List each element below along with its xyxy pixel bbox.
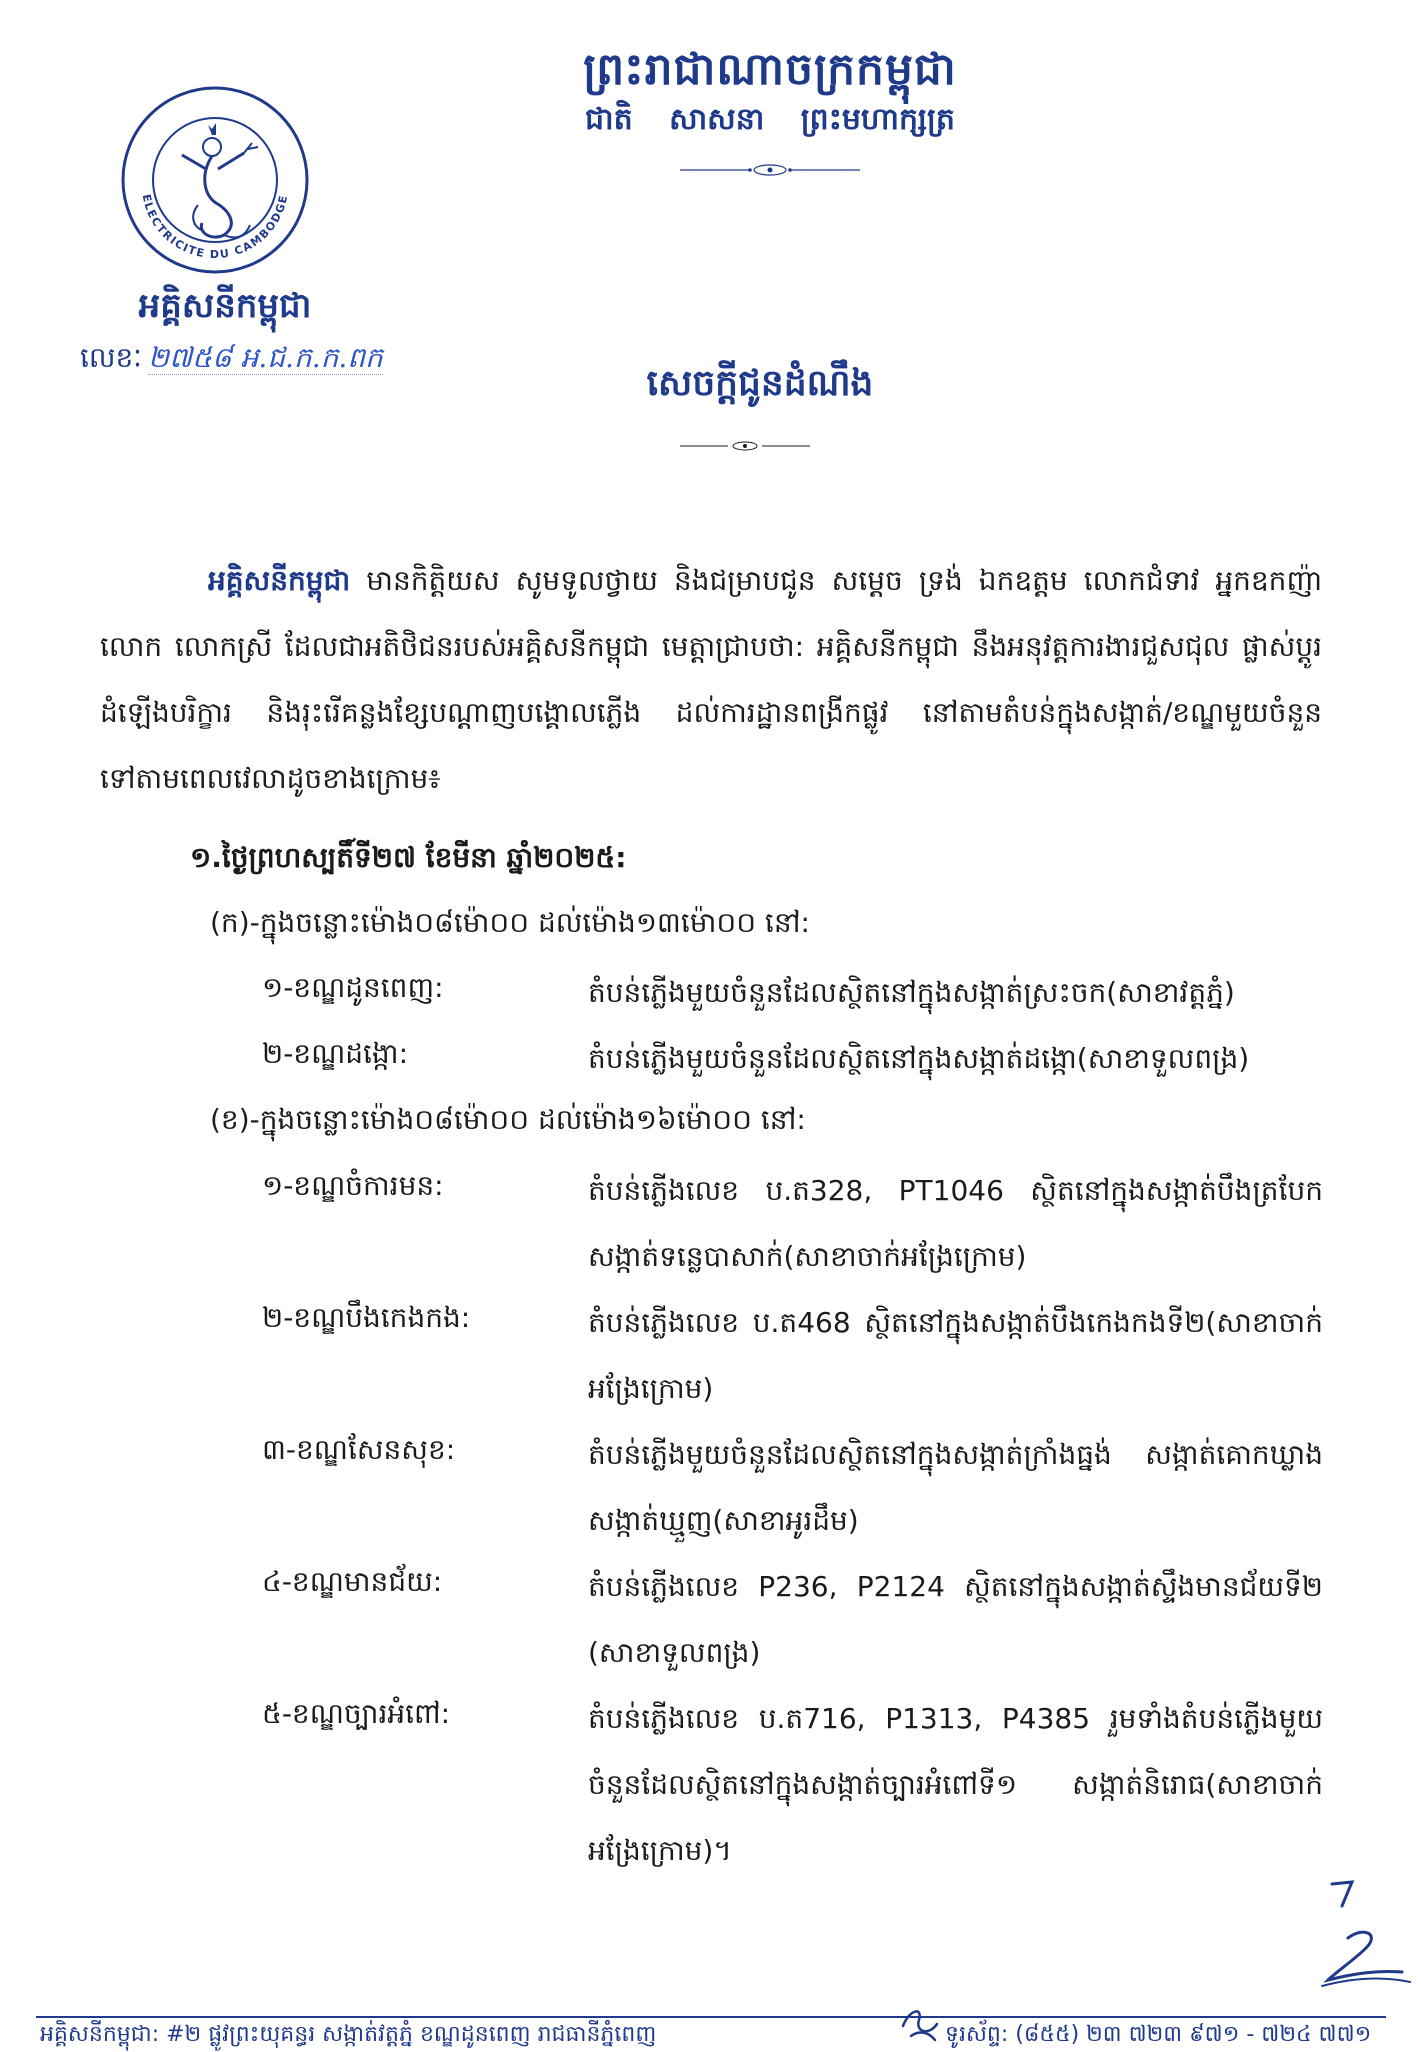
intro-text: មានកិត្តិយស សូមទូលថ្វាយ និងជម្រាបជូន សម្ដេច ទ្រង់ ឯកឧត្ដម លោកជំទាវ អ្នកឧកញ៉ា លោក លោកស្រី ដែលជាអតិថិជនរបស់អគ្គិសនីកម្ពុជា មេត្តាជ្រាបថា: អគ្គិសនីកម្ពុជា នឹងអនុវត្តការងារជួសជុល ផ្លាស់ប្ដូរដំឡើងបរិក្ខារ និងរុះរើគន្លងខ្សែបណ្ដាញបង្គោលភ្លើង ដល់ការដ្ឋានពង្រីកផ្លូវ នៅតាមតំបន់ក្នុងសង្កាត់/ខណ្ឌមួយចំនួនទៅតាមពេលវេលាដូចខាងក្រោម៖ xyxy=(100,564,1322,795)
intro-paragraph xyxy=(100,548,1322,812)
section-a-item-2-desc: តំបន់ភ្លើងមួយចំនួនដែលស្ថិតនៅក្នុងសង្កាត់ដង្កោ(សាខាទួលពង្រ) xyxy=(588,1042,1250,1075)
footer-address: អគ្គិសនីកម្ពុជា: #២ ផ្លូវព្រះយុគន្ធរ សង្កាត់វត្តភ្នំ ខណ្ឌដូនពេញ រាជធានីភ្នំពេញ xyxy=(40,2022,657,2047)
org-name: អគ្គិសនីកម្ពុជា xyxy=(138,286,312,326)
seal-text: ELECTRICITE DU CAMBODGE xyxy=(139,193,291,262)
section-b-item-1-desc: តំបន់ភ្លើងលេខ ប.ត328, PT1046 ស្ថិតនៅក្នុងសង្កាត់បឹងត្របែក សង្កាត់ទន្លេបាសាក់(សាខាចាក់អង្រែក្រោម) xyxy=(588,1174,1323,1273)
divider-ornament xyxy=(680,160,860,180)
section-a-item-1-desc: តំបន់ភ្លើងមួយចំនួនដែលស្ថិតនៅក្នុងសង្កាត់ស្រះចក(សាខាវត្តភ្នំ) xyxy=(588,976,1235,1009)
section-b-item-3-desc: តំបន់ភ្លើងមួយចំនួនដែលស្ថិតនៅក្នុងសង្កាត់ក្រាំងធ្នង់ សង្កាត់គោកឃ្លាង សង្កាត់ឃ្មួញ(សាខាអូរដឹម) xyxy=(588,1438,1323,1537)
initial-mark xyxy=(895,1996,943,2044)
schedule-date: ១.ថ្ងៃព្រហស្បតិ៍ទី២៧ ខែមីនា ឆ្នាំ២០២៥: xyxy=(190,841,627,874)
section-b-item-2-label: ២-ខណ្ឌបឹងកេងកង: xyxy=(262,1301,471,1334)
section-b-item-4-desc: តំបន់ភ្លើងលេខ P236, P2124 ស្ថិតនៅក្នុងសង្កាត់ស្ទឹងមានជ័យទី២ (សាខាទួលពង្រ) xyxy=(588,1570,1323,1669)
kingdom-title: ព្រះរាជាណាចក្រកម្ពុជា xyxy=(583,44,957,95)
section-b-item-3-label: ៣-ខណ្ឌសែនសុខ: xyxy=(262,1433,456,1466)
signature-mark xyxy=(1292,1876,1412,1996)
national-motto: ជាតិ សាសនា ព្រះមហាក្សត្រ xyxy=(585,102,955,137)
section-b-item-1-label: ១-ខណ្ឌចំការមន: xyxy=(262,1169,444,1202)
section-a-item-2-label: ២-ខណ្ឌដង្កោ: xyxy=(262,1037,409,1070)
title-divider-ornament xyxy=(680,438,810,454)
document-title: សេចក្ដីជូនដំណឹង xyxy=(646,363,874,404)
section-b-item-4-label: ៤-ខណ្ឌមានជ័យ: xyxy=(262,1565,443,1598)
edc-seal-logo xyxy=(120,85,310,275)
footer-divider xyxy=(36,2016,1386,2018)
reference-label: លេខៈ xyxy=(80,341,142,374)
reference-number xyxy=(80,340,383,381)
section-a-item-1-label: ១-ខណ្ឌដូនពេញ: xyxy=(262,971,444,1004)
intro-org-name: អគ្គិសនីកម្ពុជា xyxy=(208,564,351,597)
footer-phone: ទូរស័ព្ទ: (៨៥៥) ២៣ ៧២៣ ៩៧១ - ៧២៤ ៧៧១ xyxy=(945,2022,1372,2047)
reference-value: ២៧៥៨ អ.ជ.ក.ក.ពក xyxy=(147,341,383,374)
section-b-item-5-label: ៥-ខណ្ឌច្បារអំពៅ: xyxy=(262,1697,451,1730)
section-b-item-2-desc: តំបន់ភ្លើងលេខ ប.ត468 ស្ថិតនៅក្នុងសង្កាត់បឹងកេងកងទី២(សាខាចាក់អង្រែក្រោម) xyxy=(588,1306,1323,1405)
section-a-heading: (ក)-ក្នុងចន្លោះម៉ោង០៨ម៉ោ០០ ដល់ម៉ោង១៣ម៉ោ០០ នៅ: xyxy=(210,906,810,939)
section-b-heading: (ខ)-ក្នុងចន្លោះម៉ោង០៨ម៉ោ០០ ដល់ម៉ោង១៦ម៉ោ០០ នៅ: xyxy=(210,1103,806,1136)
section-b-item-5-desc: តំបន់ភ្លើងលេខ ប.ត716, P1313, P4385 រួមទាំងតំបន់ភ្លើងមួយចំនួនដែលស្ថិតនៅក្នុងសង្កាត់ច្បារអំពៅទី១ សង្កាត់និរោធ(សាខាចាក់អង្រែក្រោម)។ xyxy=(588,1702,1323,1867)
